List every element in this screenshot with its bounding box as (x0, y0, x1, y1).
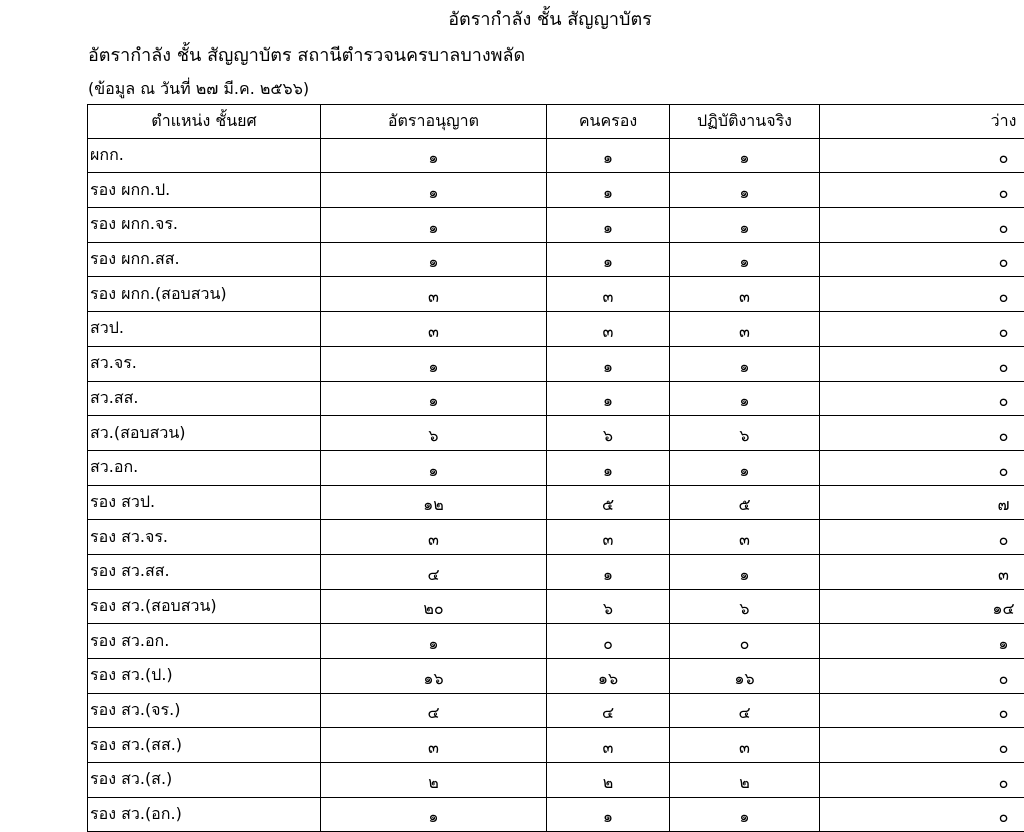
vacant-cell: ๐ (820, 797, 1024, 832)
position-rank-cell: รอง สว.จร. (88, 520, 321, 555)
header-row (88, 105, 1024, 139)
table-row (88, 450, 1024, 485)
vacant-cell: ๗ (820, 485, 1024, 520)
occupied-cell: ๑ (547, 381, 670, 416)
document-subtitle: อัตรากำลัง ชั้น สัญญาบัตร สถานีตำรวจนครบาลบางพลัด (88, 44, 525, 68)
position-rank-cell: รอง ผกก.(สอบสวน) (88, 277, 321, 312)
vacant-cell: ๐ (820, 277, 1024, 312)
position-rank-cell: สว.(สอบสวน) (88, 416, 321, 451)
occupied-cell: ๑ (547, 208, 670, 243)
authorized-cell: ๑ (321, 381, 547, 416)
header-actual-duty: ปฏิบัติงานจริง (670, 105, 820, 139)
vacant-cell: ๐ (820, 346, 1024, 381)
authorized-cell: ๑ (321, 242, 547, 277)
actual-duty-cell: ๑ (670, 346, 820, 381)
authorized-cell: ๑๖ (321, 659, 547, 694)
vacant-cell: ๐ (820, 381, 1024, 416)
occupied-cell: ๐ (547, 624, 670, 659)
actual-duty-cell: ๒ (670, 763, 820, 798)
occupied-cell: ๓ (547, 277, 670, 312)
authorized-cell: ๑ (321, 624, 547, 659)
actual-duty-cell: ๖ (670, 416, 820, 451)
header-position-rank: ตำแหน่ง ชั้นยศ (88, 105, 321, 139)
authorized-cell: ๑๒ (321, 485, 547, 520)
occupied-cell: ๕ (547, 485, 670, 520)
occupied-cell: ๑ (547, 346, 670, 381)
vacant-cell: ๐ (820, 659, 1024, 694)
position-rank-cell: รอง ผกก.จร. (88, 208, 321, 243)
authorized-cell: ๑ (321, 797, 547, 832)
actual-duty-cell: ๓ (670, 312, 820, 347)
table-row (88, 624, 1024, 659)
position-rank-cell: รอง สวป. (88, 485, 321, 520)
occupied-cell: ๔ (547, 693, 670, 728)
actual-duty-cell: ๑ (670, 554, 820, 589)
data-as-of-date: (ข้อมูล ณ วันที่ ๒๗ มี.ค. ๒๕๖๖) (88, 78, 309, 100)
occupied-cell: ๓ (547, 728, 670, 763)
table-row (88, 312, 1024, 347)
table-row (88, 520, 1024, 555)
occupied-cell: ๑ (547, 138, 670, 173)
vacant-cell: ๐ (820, 763, 1024, 798)
table-row (88, 242, 1024, 277)
actual-duty-cell: ๕ (670, 485, 820, 520)
vacant-cell: ๐ (820, 173, 1024, 208)
actual-duty-cell: ๑ (670, 242, 820, 277)
actual-duty-cell: ๖ (670, 589, 820, 624)
position-rank-cell: สว.อก. (88, 450, 321, 485)
occupied-cell: ๑ (547, 173, 670, 208)
actual-duty-cell: ๑ (670, 450, 820, 485)
occupied-cell: ๖ (547, 416, 670, 451)
position-rank-cell: รอง สว.อก. (88, 624, 321, 659)
occupied-cell: ๑ (547, 242, 670, 277)
table-row (88, 346, 1024, 381)
authorized-cell: ๓ (321, 520, 547, 555)
vacant-cell: ๑ (820, 624, 1024, 659)
authorized-cell: ๓ (321, 277, 547, 312)
vacant-cell: ๐ (820, 208, 1024, 243)
authorized-cell: ๑ (321, 450, 547, 485)
table-row (88, 138, 1024, 173)
authorized-cell: ๔ (321, 693, 547, 728)
table-row (88, 416, 1024, 451)
vacant-cell: ๐ (820, 520, 1024, 555)
occupied-cell: ๓ (547, 312, 670, 347)
table-body (88, 138, 1024, 832)
actual-duty-cell: ๑ (670, 208, 820, 243)
authorized-cell: ๑ (321, 138, 547, 173)
vacant-cell: ๐ (820, 450, 1024, 485)
position-rank-cell: รอง ผกก.ป. (88, 173, 321, 208)
occupied-cell: ๒ (547, 763, 670, 798)
vacant-cell: ๐ (820, 416, 1024, 451)
actual-duty-cell: ๑๖ (670, 659, 820, 694)
position-rank-cell: รอง สว.(สอบสวน) (88, 589, 321, 624)
authorized-cell: ๓ (321, 312, 547, 347)
vacant-cell: ๐ (820, 242, 1024, 277)
occupied-cell: ๑๖ (547, 659, 670, 694)
table-row (88, 554, 1024, 589)
position-rank-cell: สว.จร. (88, 346, 321, 381)
header-occupied: คนครอง (547, 105, 670, 139)
position-rank-cell: รอง สว.(สส.) (88, 728, 321, 763)
position-rank-cell: รอง สว.สส. (88, 554, 321, 589)
position-rank-cell: รอง ผกก.สส. (88, 242, 321, 277)
actual-duty-cell: ๓ (670, 520, 820, 555)
occupied-cell: ๑ (547, 797, 670, 832)
actual-duty-cell: ๓ (670, 728, 820, 763)
position-rank-cell: รอง สว.(ส.) (88, 763, 321, 798)
authorized-cell: ๒ (321, 763, 547, 798)
authorized-cell: ๑ (321, 346, 547, 381)
table-row (88, 659, 1024, 694)
actual-duty-cell: ๔ (670, 693, 820, 728)
vacant-cell: ๐ (820, 728, 1024, 763)
actual-duty-cell: ๓ (670, 277, 820, 312)
actual-duty-cell: ๑ (670, 173, 820, 208)
table-row (88, 381, 1024, 416)
manpower-table (87, 104, 1024, 832)
table-row (88, 763, 1024, 798)
table-row (88, 589, 1024, 624)
occupied-cell: ๑ (547, 450, 670, 485)
authorized-cell: ๑ (321, 208, 547, 243)
authorized-cell: ๖ (321, 416, 547, 451)
table-row (88, 277, 1024, 312)
position-rank-cell: รอง สว.(ป.) (88, 659, 321, 694)
table-row (88, 208, 1024, 243)
table-row (88, 173, 1024, 208)
table-row (88, 693, 1024, 728)
occupied-cell: ๓ (547, 520, 670, 555)
actual-duty-cell: ๑ (670, 138, 820, 173)
occupied-cell: ๑ (547, 554, 670, 589)
authorized-cell: ๒๐ (321, 589, 547, 624)
vacant-cell: ๐ (820, 312, 1024, 347)
occupied-cell: ๖ (547, 589, 670, 624)
actual-duty-cell: ๑ (670, 381, 820, 416)
position-rank-cell: สว.สส. (88, 381, 321, 416)
vacant-cell: ๓ (820, 554, 1024, 589)
authorized-cell: ๓ (321, 728, 547, 763)
document-title: อัตรากำลัง ชั้น สัญญาบัตร (0, 8, 1024, 32)
position-rank-cell: ผกก. (88, 138, 321, 173)
position-rank-cell: สวป. (88, 312, 321, 347)
vacant-cell: ๐ (820, 693, 1024, 728)
table-row (88, 797, 1024, 832)
actual-duty-cell: ๑ (670, 797, 820, 832)
authorized-cell: ๑ (321, 173, 547, 208)
table-row (88, 728, 1024, 763)
table-row (88, 485, 1024, 520)
position-rank-cell: รอง สว.(จร.) (88, 693, 321, 728)
vacant-cell: ๐ (820, 138, 1024, 173)
header-vacant: ว่าง (820, 105, 1024, 139)
header-authorized: อัตราอนุญาต (321, 105, 547, 139)
vacant-cell: ๑๔ (820, 589, 1024, 624)
actual-duty-cell: ๐ (670, 624, 820, 659)
table-header (88, 105, 1024, 139)
authorized-cell: ๔ (321, 554, 547, 589)
position-rank-cell: รอง สว.(อก.) (88, 797, 321, 832)
